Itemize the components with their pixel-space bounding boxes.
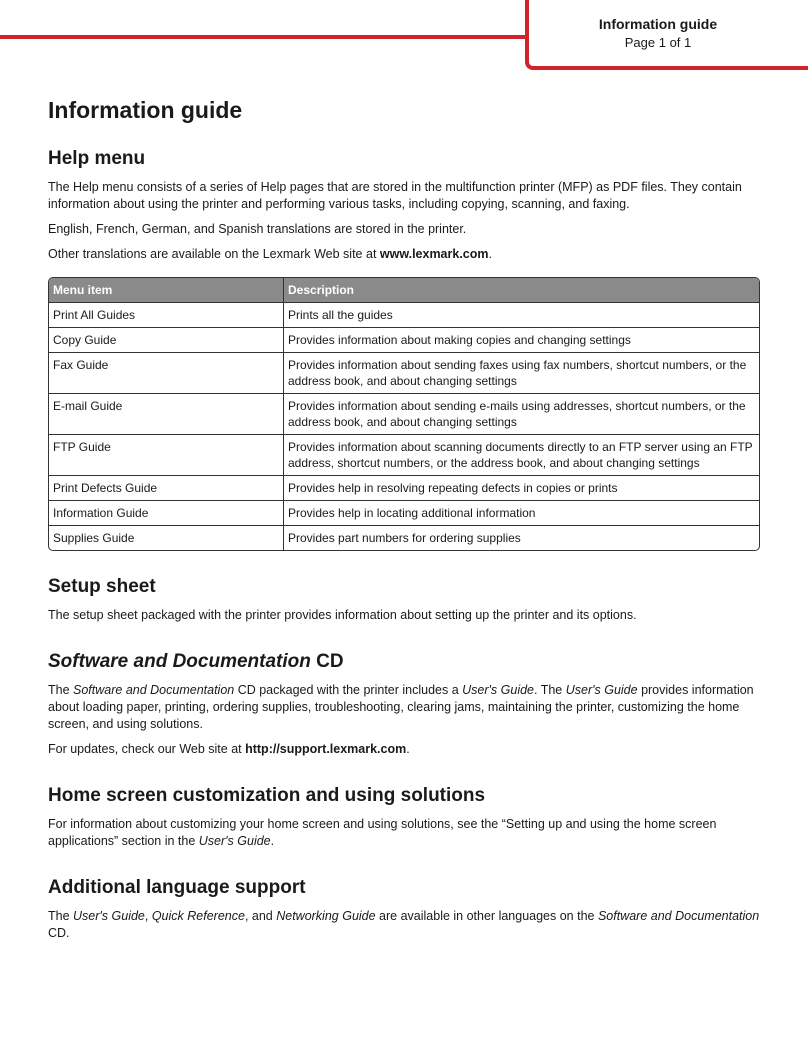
software-paragraph-2	[48, 741, 760, 758]
header-title: Information guide	[598, 16, 718, 32]
software-cd-heading	[48, 650, 760, 674]
help-p3-text: Other translations are available on the Lexmark Web site at	[48, 247, 380, 261]
software-cd-section	[48, 650, 760, 758]
home-screen-section	[48, 784, 760, 850]
description-cell: Prints all the guides	[284, 303, 759, 328]
table-row	[49, 526, 759, 550]
description-cell: Provides information about sending e-mails using addresses, shortcut numbers, or the address book, and about changing settings	[284, 394, 759, 435]
table-row	[49, 476, 759, 501]
menu-item-cell: Copy Guide	[49, 328, 284, 353]
italic-title: User's Guide	[565, 683, 638, 697]
table-row	[49, 353, 759, 394]
text-span: The	[48, 683, 74, 697]
menu-item-cell: Print All Guides	[49, 303, 284, 328]
description-cell: Provides part numbers for ordering supplies	[288, 531, 521, 545]
text-span: are available in other languages on the	[375, 909, 598, 923]
description-cell: Provides information about making copies and changing settings	[284, 328, 759, 353]
italic-title: Software and Documentation	[73, 683, 235, 697]
language-support-paragraph	[48, 908, 760, 942]
text-span: ,	[144, 909, 152, 923]
column-header-menu-item: Menu item	[49, 278, 284, 303]
italic-title: User's Guide	[73, 909, 145, 923]
menu-item-cell: FTP Guide	[49, 435, 284, 476]
table-row	[49, 303, 759, 328]
text-span: For updates, check our Web site at	[48, 742, 246, 756]
header-rule	[0, 35, 528, 39]
text-span: .	[270, 834, 275, 848]
software-heading-italic: Software and Documentation	[48, 651, 311, 672]
text-span: , and	[244, 909, 277, 923]
description-cell: Provides information about scanning documents directly to an FTP server using an FTP address, shortcut numbers, or the address book, and about changing settings	[284, 435, 759, 476]
table-row	[49, 394, 759, 435]
setup-sheet-section	[48, 575, 760, 624]
page-title: Information guide	[48, 97, 243, 123]
software-paragraph-1	[48, 682, 760, 733]
italic-title: Networking Guide	[276, 909, 376, 923]
menu-item-cell: Supplies Guide	[49, 526, 284, 550]
home-screen-heading: Home screen customization and using solutions	[48, 785, 486, 806]
description-cell: Provides help in locating additional information	[284, 501, 759, 526]
text-span: CD.	[48, 926, 70, 940]
help-menu-table	[48, 277, 760, 551]
column-header-description: Description	[284, 278, 759, 303]
italic-title: Quick Reference	[151, 909, 245, 923]
description-cell: Provides information about sending faxes using fax numbers, shortcut numbers, or the address book, and about changing settings	[284, 353, 759, 394]
help-paragraph-1: The Help menu consists of a series of Help pages that are stored in the multifunction printer (MFP) as PDF files. They contain information about using the printer and performing various tasks, including copying, scanning, and faxing.	[48, 180, 742, 211]
setup-paragraph: The setup sheet packaged with the printer provides information about setting up the printer and its options.	[48, 608, 637, 622]
text-span: . The	[534, 683, 566, 697]
help-paragraph-3	[48, 246, 760, 263]
menu-item-cell: Fax Guide	[49, 353, 284, 394]
table-row	[49, 328, 759, 353]
text-span: CD packaged with the printer includes a	[234, 683, 463, 697]
description-cell: Provides help in resolving repeating defects in copies or prints	[284, 476, 759, 501]
setup-sheet-heading: Setup sheet	[48, 576, 156, 597]
table-header-row	[49, 278, 759, 303]
menu-item-cell: Print Defects Guide	[49, 476, 284, 501]
text-span: provides information about loading paper, printing, ordering supplies, troubleshooting, clearing jams, maintaining the printer, customizing the home screen, and using solutions.	[48, 683, 754, 731]
document-body	[48, 95, 760, 968]
page-number: Page 1 of 1	[624, 35, 692, 50]
text-span: .	[406, 742, 410, 756]
italic-title: User's Guide	[198, 834, 271, 848]
table-row	[49, 435, 759, 476]
text-span: The	[48, 909, 74, 923]
software-heading-rest: CD	[310, 651, 344, 672]
help-menu-section	[48, 147, 760, 551]
lexmark-link[interactable]: www.lexmark.com	[379, 247, 489, 261]
language-support-heading: Additional language support	[48, 877, 306, 898]
menu-item-cell: Information Guide	[49, 501, 284, 526]
help-menu-heading: Help menu	[48, 148, 146, 169]
support-link[interactable]: http://support.lexmark.com	[245, 742, 407, 756]
help-paragraph-2: English, French, German, and Spanish translations are stored in the printer.	[48, 222, 467, 236]
language-support-section	[48, 876, 760, 942]
italic-title: Software and Documentation	[597, 909, 760, 923]
home-screen-paragraph	[48, 816, 760, 850]
help-p3-end: .	[488, 247, 492, 261]
text-span: For information about customizing your home screen and using solutions, see the “Setting up and using the home screen applications” section in the	[48, 817, 717, 848]
menu-item-cell: E-mail Guide	[49, 394, 284, 435]
table-row	[49, 501, 759, 526]
italic-title: User's Guide	[462, 683, 534, 697]
